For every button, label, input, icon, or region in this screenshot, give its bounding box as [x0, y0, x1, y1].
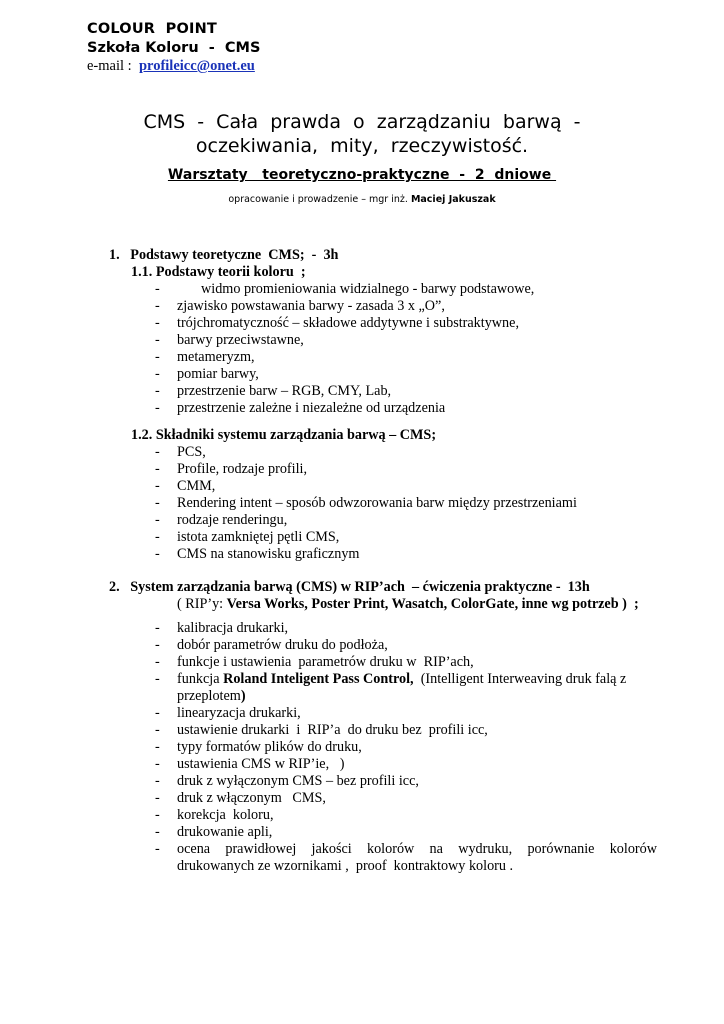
document-title-line-2: oczekiwania, mity, rzeczywistość.: [195, 135, 529, 157]
list-item: rodzaje renderingu,: [177, 512, 288, 528]
list-item: ocena prawidłowej jakości kolorów na wydruku, porównanie kolorów: [177, 841, 657, 857]
author-prefix: opracowanie i prowadzenie – mgr inż.: [228, 194, 411, 205]
section-2-heading: 2. System zarządzania barwą (CMS) w RIP’ach – ćwiczenia praktyczne - 13h: [109, 579, 590, 595]
list-item: zjawisko powstawania barwy - zasada 3 x „O”,: [177, 298, 445, 314]
list-item: typy formatów plików do druku,: [177, 739, 362, 755]
list-item: druk z wyłączonym CMS – bez profili icc,: [177, 773, 419, 789]
author-name: Maciej Jakuszak: [410, 194, 496, 205]
workshop-subtitle: [0, 167, 724, 183]
list-bullet: -: [155, 332, 160, 348]
roland-description: (Intelligent Interweaving druk falą z: [413, 671, 627, 687]
list-item: druk z włączonym CMS,: [177, 790, 326, 806]
list-bullet: -: [155, 637, 160, 653]
list-bullet: -: [155, 773, 160, 789]
list-item-continuation: drukowanych ze wzornikami , proof kontraktowy koloru .: [177, 858, 514, 874]
list-bullet: -: [155, 654, 160, 670]
list-item: pomiar barwy,: [177, 366, 259, 382]
rip-prefix: ( RIP’y:: [177, 596, 227, 612]
list-bullet: -: [155, 620, 160, 636]
list-bullet: -: [155, 739, 160, 755]
list-bullet: -: [155, 512, 160, 528]
list-bullet: -: [155, 349, 160, 365]
list-bullet: -: [155, 495, 160, 511]
document-title-line-1: CMS - Cała prawda o zarządzaniu barwą -: [143, 111, 581, 133]
list-bullet: -: [155, 315, 160, 331]
list-bullet: -: [155, 400, 160, 416]
list-item: metameryzm,: [177, 349, 255, 365]
roland-prefix: funkcja: [177, 671, 224, 687]
email-label: e-mail :: [87, 58, 139, 74]
list-bullet: -: [155, 298, 160, 314]
list-bullet: -: [155, 383, 160, 399]
list-item: drukowanie apli,: [177, 824, 273, 840]
list-item: istota zamkniętej pętli CMS,: [177, 529, 340, 545]
list-item: trójchromatyczność – składowe addytywne i substraktywne,: [177, 315, 519, 331]
list-bullet: -: [155, 756, 160, 772]
list-bullet: -: [155, 807, 160, 823]
list-item: CMM,: [177, 478, 216, 494]
section-1-heading: 1. Podstawy teoretyczne CMS; - 3h: [109, 247, 339, 263]
list-bullet: -: [155, 824, 160, 840]
list-bullet: -: [155, 478, 160, 494]
list-item: widmo promieniowania widzialnego - barwy podstawowe,: [201, 281, 535, 297]
list-item: ustawienie drukarki i RIP’a do druku bez profili icc,: [177, 722, 488, 738]
list-item: kalibracja drukarki,: [177, 620, 289, 636]
organization-name: COLOUR POINT: [87, 21, 218, 37]
list-item: linearyzacja drukarki,: [177, 705, 301, 721]
email-line: [87, 58, 255, 75]
list-bullet: -: [155, 841, 160, 857]
list-item: funkcje i ustawienia parametrów druku w RIP’ach,: [177, 654, 474, 670]
rip-names: Versa Works, Poster Print, Wasatch, ColorGate, inne wg potrzeb ) ;: [226, 596, 639, 612]
list-item: barwy przeciwstawne,: [177, 332, 304, 348]
list-bullet: -: [155, 529, 160, 545]
roland-close-paren: ): [240, 688, 246, 704]
school-name: Szkoła Koloru - CMS: [87, 40, 261, 56]
list-item: dobór parametrów druku do podłoża,: [177, 637, 388, 653]
list-item: [177, 671, 626, 688]
roland-feature-name: Roland Inteligent Pass Control,: [223, 671, 414, 687]
author-line: [0, 194, 724, 205]
list-item-continuation: [177, 688, 246, 705]
list-item: przestrzenie zależne i niezależne od urządzenia: [177, 400, 446, 416]
list-bullet: -: [155, 705, 160, 721]
list-bullet: -: [155, 546, 160, 562]
roland-description-cont: przeplotem: [177, 688, 241, 704]
list-bullet: -: [155, 281, 160, 297]
list-item: Profile, rodzaje profili,: [177, 461, 308, 477]
list-item: korekcja koloru,: [177, 807, 274, 823]
list-item: ustawienia CMS w RIP’ie, ): [177, 756, 345, 772]
rip-list-line: [177, 596, 639, 613]
list-bullet: -: [155, 444, 160, 460]
list-bullet: -: [155, 671, 160, 687]
list-item: PCS,: [177, 444, 206, 460]
list-item: CMS na stanowisku graficznym: [177, 546, 360, 562]
email-link[interactable]: profileicc@onet.eu: [138, 58, 255, 74]
list-bullet: -: [155, 722, 160, 738]
list-bullet: -: [155, 790, 160, 806]
subsection-1-2-heading: 1.2. Składniki systemu zarządzania barwą – CMS;: [131, 427, 437, 443]
list-item: przestrzenie barw – RGB, CMY, Lab,: [177, 383, 392, 399]
workshop-subtitle-text: Warsztaty teoretyczno-praktyczne - 2 dniowe: [167, 167, 557, 183]
list-bullet: -: [155, 366, 160, 382]
list-bullet: -: [155, 461, 160, 477]
list-item: Rendering intent – sposób odwzorowania barw między przestrzeniami: [177, 495, 577, 511]
subsection-1-1-heading: 1.1. Podstawy teorii koloru ;: [131, 264, 306, 280]
